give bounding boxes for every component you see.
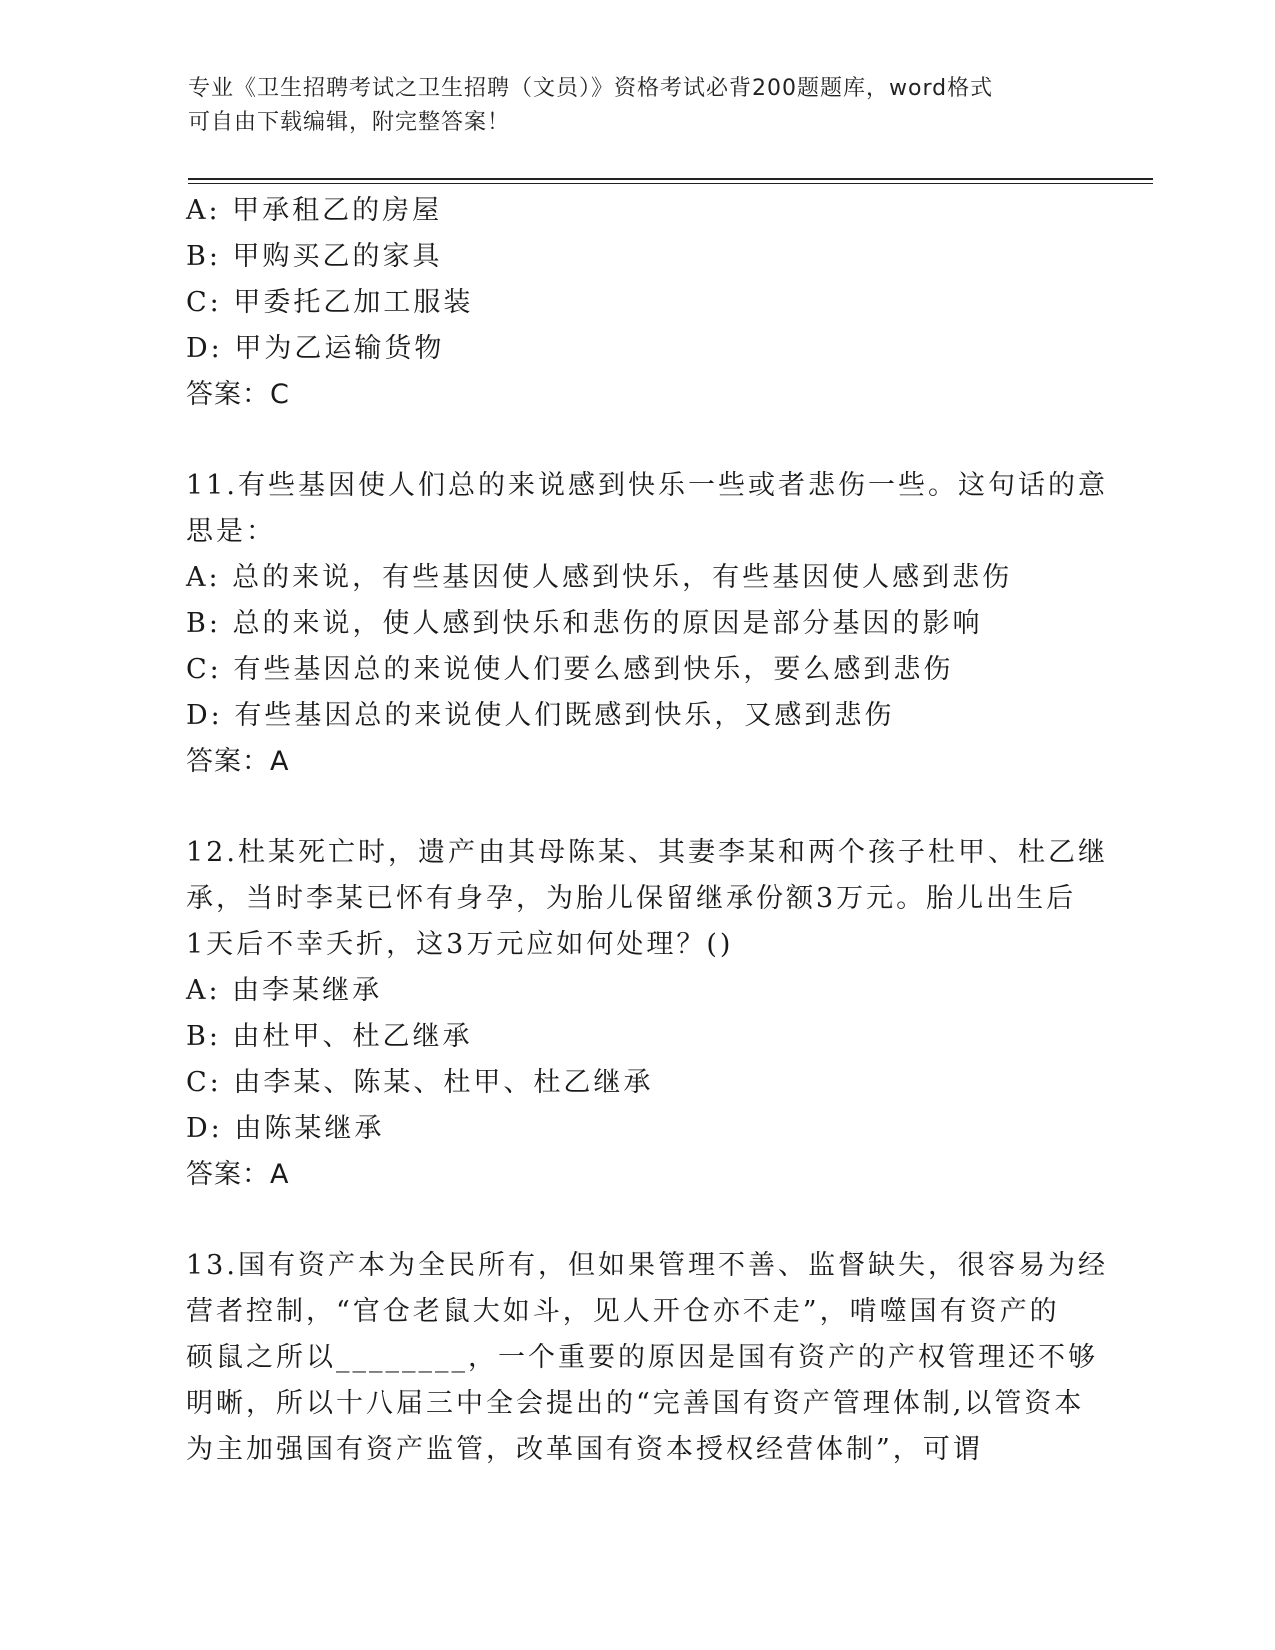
question-11	[186, 463, 1108, 785]
header-line-2: 可自由下载编辑，附完整答案！	[188, 110, 511, 135]
spacer	[186, 1198, 1086, 1243]
question-text-line: 1天后不幸夭折，这3万元应如何处理？()	[186, 929, 734, 960]
question-12	[186, 830, 1108, 1198]
question-text-line: 12.杜某死亡时，遗产由其母陈某、其妻李某和两个孩子杜甲、杜乙继	[186, 837, 1108, 868]
option-c: C: 甲委托乙加工服装	[186, 287, 474, 318]
question-text-line: 明晰，所以十八届三中全会提出的“完善国有资产管理体制,以管资本	[186, 1388, 1085, 1419]
question-text-line: 营者控制，“官仓老鼠大如斗，见人开仓亦不走”，啃噬国有资产的	[186, 1296, 1060, 1327]
spacer	[186, 418, 1086, 463]
question-content	[186, 188, 1108, 1473]
option-a: A: 由李某继承	[186, 975, 383, 1006]
question-text-line: 为主加强国有资产监管，改革国有资本授权经营体制”，可谓	[186, 1434, 983, 1465]
document-header	[188, 72, 1068, 140]
answer-line: 答案：A	[186, 1159, 290, 1190]
question-text-line: 思是：	[186, 516, 276, 547]
header-divider-thick	[188, 178, 1153, 180]
option-b: B: 由杜甲、杜乙继承	[186, 1021, 473, 1052]
answer-line: 答案：A	[186, 746, 290, 777]
question-text-line: 11.有些基因使人们总的来说感到快乐一些或者悲伤一些。这句话的意	[186, 470, 1108, 501]
header-line-1: 专业《卫生招聘考试之卫生招聘（文员）》资格考试必背200题题库，word格式	[188, 76, 994, 101]
option-c: C: 由李某、陈某、杜甲、杜乙继承	[186, 1067, 654, 1098]
question-text-line: 承，当时李某已怀有身孕，为胎儿保留继承份额3万元。胎儿出生后	[186, 883, 1077, 914]
option-b: B: 总的来说，使人感到快乐和悲伤的原因是部分基因的影响	[186, 608, 983, 639]
option-a: A: 总的来说，有些基因使人感到快乐，有些基因使人感到悲伤	[186, 562, 1013, 593]
answer-line: 答案：C	[186, 379, 290, 410]
spacer	[186, 785, 1086, 830]
option-b: B: 甲购买乙的家具	[186, 241, 443, 272]
option-d: D: 有些基因总的来说使人们既感到快乐，又感到悲伤	[186, 700, 895, 731]
option-d: D: 甲为乙运输货物	[186, 333, 445, 364]
header-divider-thin	[188, 183, 1153, 184]
option-c: C: 有些基因总的来说使人们要么感到快乐，要么感到悲伤	[186, 654, 954, 685]
option-a: A: 甲承租乙的房屋	[186, 195, 443, 226]
question-text-line: 13.国有资产本为全民所有，但如果管理不善、监督缺失，很容易为经	[186, 1250, 1108, 1281]
option-d: D: 由陈某继承	[186, 1113, 385, 1144]
question-text-line: 硕鼠之所以________，一个重要的原因是国有资产的产权管理还不够	[186, 1342, 1098, 1373]
question-13	[186, 1243, 1108, 1473]
question-10	[186, 188, 1086, 418]
